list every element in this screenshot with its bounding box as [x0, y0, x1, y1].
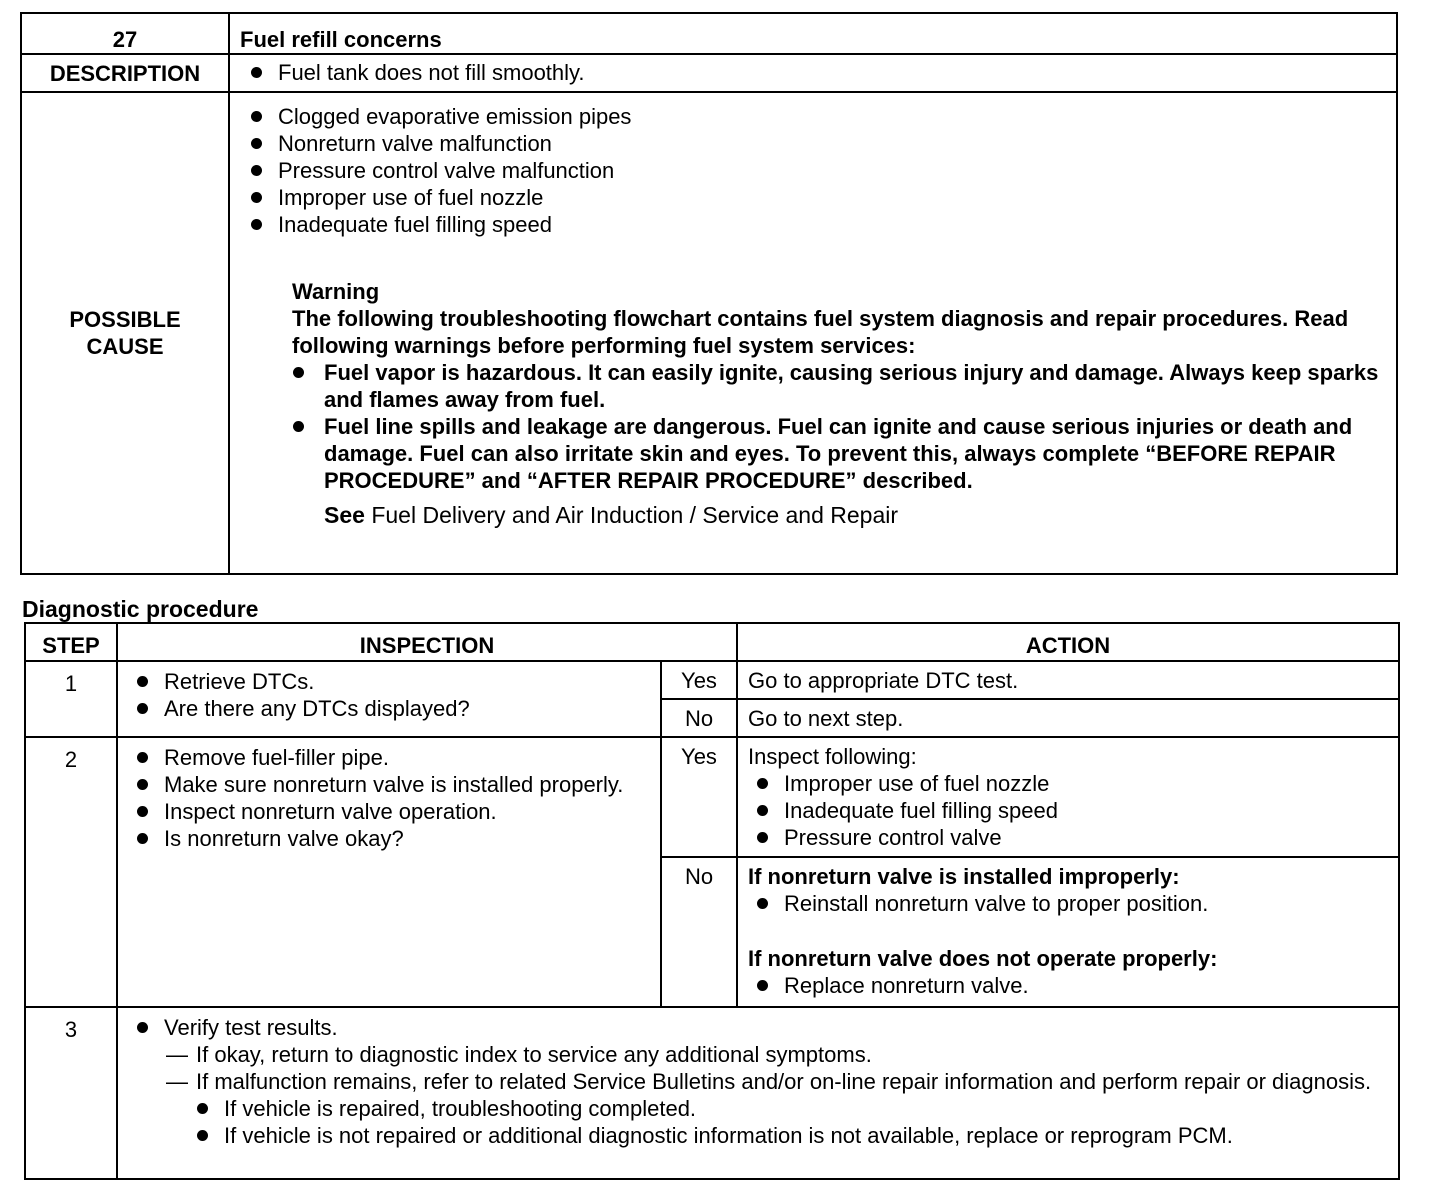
inspection-item — [136, 1014, 1388, 1041]
cause-item: Inadequate fuel filling speed — [250, 211, 1386, 238]
possible-cause-label — [21, 92, 229, 574]
action-item: Improper use of fuel nozzle — [756, 770, 1388, 797]
yes-action-intro: Inspect following: — [748, 744, 917, 769]
cause-list — [250, 103, 1386, 238]
inspection-item: Inspect nonreturn valve operation. — [136, 798, 650, 825]
possible-cause-label-line2: CAUSE — [86, 334, 164, 359]
possible-cause-cell — [229, 92, 1397, 574]
see-reference — [324, 502, 1386, 529]
symptom-title: Fuel refill concerns — [229, 13, 1397, 54]
cause-item: Clogged evaporative emission pipes — [250, 103, 1386, 130]
action-item: Replace nonreturn valve. — [756, 972, 1388, 999]
step-number: 3 — [25, 1007, 117, 1179]
yes-action — [737, 737, 1399, 857]
cause-item: Nonreturn valve malfunction — [250, 130, 1386, 157]
symptom-table — [20, 12, 1398, 575]
no-label: No — [661, 699, 737, 737]
sub-item: If vehicle is not repaired or additional diagnostic information is not available, replace or reprogram PCM. — [196, 1122, 1388, 1149]
inspection-item: Is nonreturn valve okay? — [136, 825, 650, 852]
description-item: Fuel tank does not fill smoothly. — [250, 59, 1386, 86]
sub-item: If vehicle is repaired, troubleshooting completed. — [196, 1095, 1388, 1122]
step-number: 1 — [25, 661, 117, 737]
no-action: Go to next step. — [737, 699, 1399, 737]
dash-item — [166, 1068, 1388, 1149]
action-item: Reinstall nonreturn valve to proper position. — [756, 890, 1388, 917]
warning-item: Fuel line spills and leakage are dangerous. Fuel can ignite and cause serious injuries or death and damage. Fuel can also irritate skin and eyes. To prevent this, always complete “BEFORE REPAIR PROCEDURE” and “AFTER REPAIR PROCEDURE” described. — [292, 413, 1386, 494]
warning-item: Fuel vapor is hazardous. It can easily ignite, causing serious injury and damage. Always keep sparks and flames away from fuel. — [292, 359, 1386, 413]
col-step-header: STEP — [25, 623, 117, 661]
warning-intro: The following troubleshooting flowchart contains fuel system diagnosis and repair procedures. Read following warnings before performing fuel system services: — [292, 306, 1349, 358]
symptom-number: 27 — [21, 13, 229, 54]
dash-item-text: If malfunction remains, refer to related Service Bulletins and/or on-line repair information and perform repair or diagnosis. — [196, 1069, 1372, 1094]
step-inspection — [117, 1007, 1399, 1179]
warning-block — [292, 278, 1386, 494]
diagnostic-heading: Diagnostic procedure — [22, 596, 259, 622]
diagnostic-table — [24, 622, 1400, 1180]
inspection-main: Verify test results. — [164, 1015, 338, 1040]
action-item: Inadequate fuel filling speed — [756, 797, 1388, 824]
description-cell — [229, 54, 1397, 92]
inspection-item: Retrieve DTCs. — [136, 668, 650, 695]
yes-label: Yes — [661, 737, 737, 857]
no-action-heading: If nonreturn valve does not operate properly: — [748, 946, 1218, 971]
cause-item: Pressure control valve malfunction — [250, 157, 1386, 184]
see-prefix: See — [324, 502, 365, 528]
no-action-heading: If nonreturn valve is installed improperly: — [748, 864, 1180, 889]
see-reference-link[interactable]: Fuel Delivery and Air Induction / Service and Repair — [371, 502, 899, 528]
inspection-item: Are there any DTCs displayed? — [136, 695, 650, 722]
no-label: No — [661, 857, 737, 1007]
warning-title: Warning — [292, 279, 380, 304]
yes-action: Go to appropriate DTC test. — [737, 661, 1399, 699]
step-number: 2 — [25, 737, 117, 1007]
inspection-item: Make sure nonreturn valve is installed properly. — [136, 771, 650, 798]
description-label: DESCRIPTION — [21, 54, 229, 92]
step-inspection — [117, 737, 661, 1007]
possible-cause-label-line1: POSSIBLE — [69, 307, 181, 332]
col-action-header: ACTION — [737, 623, 1399, 661]
action-item: Pressure control valve — [756, 824, 1388, 851]
no-action — [737, 857, 1399, 1007]
cause-item: Improper use of fuel nozzle — [250, 184, 1386, 211]
inspection-item: Remove fuel-filler pipe. — [136, 744, 650, 771]
col-inspection-header: INSPECTION — [117, 623, 737, 661]
dash-item: — If okay, return to diagnostic index to service any additional symptoms. — [166, 1041, 1388, 1068]
yes-label: Yes — [661, 661, 737, 699]
step-inspection — [117, 661, 661, 737]
